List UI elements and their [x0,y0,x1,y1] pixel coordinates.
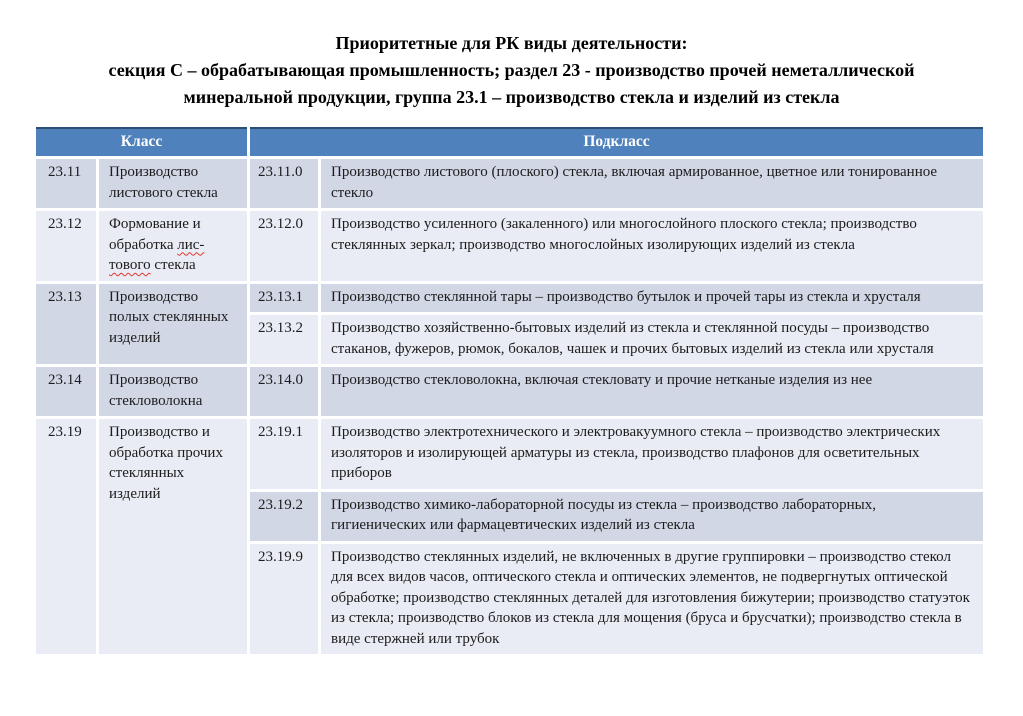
subclass-code-cell: 23.13.2 [250,315,318,364]
class-label-cell: Производство полых стеклянных изделий [99,284,247,365]
subclass-label-cell: Производство стеклянной тары – производство бутылок и прочей тары из стекла и хрусталя [321,284,983,313]
table-row [36,367,983,416]
class-label-cell: Производство стекловолокна [99,367,247,416]
subclass-label-cell: Производство электротехнического и электровакуумного стекла – производство электрических изоляторов и изолирующей арматуры из стекла, производство плафонов для осветительных приборов [321,419,983,489]
document-page [0,30,1023,716]
header-row [36,127,983,156]
subclass-code-cell: 23.19.9 [250,544,318,655]
class-label-cell [99,211,247,281]
classification-table [33,124,986,657]
subclass-code-cell: 23.19.1 [250,419,318,489]
spellcheck-flagged-word: тового [109,257,151,273]
column-header-subclass: Подкласс [250,127,983,156]
class-code-cell: 23.14 [36,367,96,416]
subclass-code-cell: 23.11.0 [250,159,318,208]
class-code-cell: 23.12 [36,211,96,281]
subclass-label-cell: Производство стекловолокна, включая стекловату и прочие нетканые изделия из нее [321,367,983,416]
subclass-code-cell: 23.12.0 [250,211,318,281]
title-line: секция C – обрабатывающая промышленность; раздел 23 - производство прочей неметаллической [108,60,915,80]
table-row [36,211,983,281]
title-line: Приоритетные для РК виды деятельности: [335,33,688,53]
class-label-cell: Производство и обработка прочих стеклянных изделий [99,419,247,654]
subclass-label-cell: Производство химико-лабораторной посуды из стекла – производство лабораторных, гигиенических или фармацевтических изделий из стекла [321,492,983,541]
subclass-code-cell: 23.14.0 [250,367,318,416]
page-title [42,30,982,111]
subclass-label-cell: Производство усиленного (закаленного) или многослойного плоского стекла; производство стеклянных зеркал; производство многослойных изолирующих изделий из стекла [321,211,983,281]
subclass-label-cell: Производство стеклянных изделий, не включенных в другие группировки – производство стекол для всех видов часов, оптического стекла и оптических элементов, не подвергнутых оптической обработке; производство стеклянных деталей для изготовления бижутерии; производство статуэток из стекла; производство блоков из стекла для мощения (бруса и брусчатки); производство стекла в виде стержней или трубок [321,544,983,655]
subclass-code-cell: 23.13.1 [250,284,318,313]
class-label-text: Формование и обработка [109,216,201,253]
table-row [36,284,983,313]
class-code-cell: 23.11 [36,159,96,208]
class-code-cell: 23.19 [36,419,96,654]
subclass-code-cell: 23.19.2 [250,492,318,541]
table-row [36,159,983,208]
table-header [36,127,983,156]
subclass-label-cell: Производство листового (плоского) стекла, включая армированное, цветное или тонированное стекло [321,159,983,208]
subclass-label-cell: Производство хозяйственно-бытовых изделий из стекла и стеклянной посуды – производство стаканов, фужеров, рюмок, бокалов, чашек и прочих бытовых изделий из стекла или хрусталя [321,315,983,364]
class-label-text: стекла [150,257,196,273]
class-label-cell: Производство листового стекла [99,159,247,208]
spellcheck-flagged-word: лис- [177,236,205,253]
class-code-cell: 23.13 [36,284,96,365]
title-line: минеральной продукции, группа 23.1 – производство стекла и изделий из стекла [183,87,840,107]
table-row [36,419,983,489]
column-header-class: Класс [36,127,247,156]
